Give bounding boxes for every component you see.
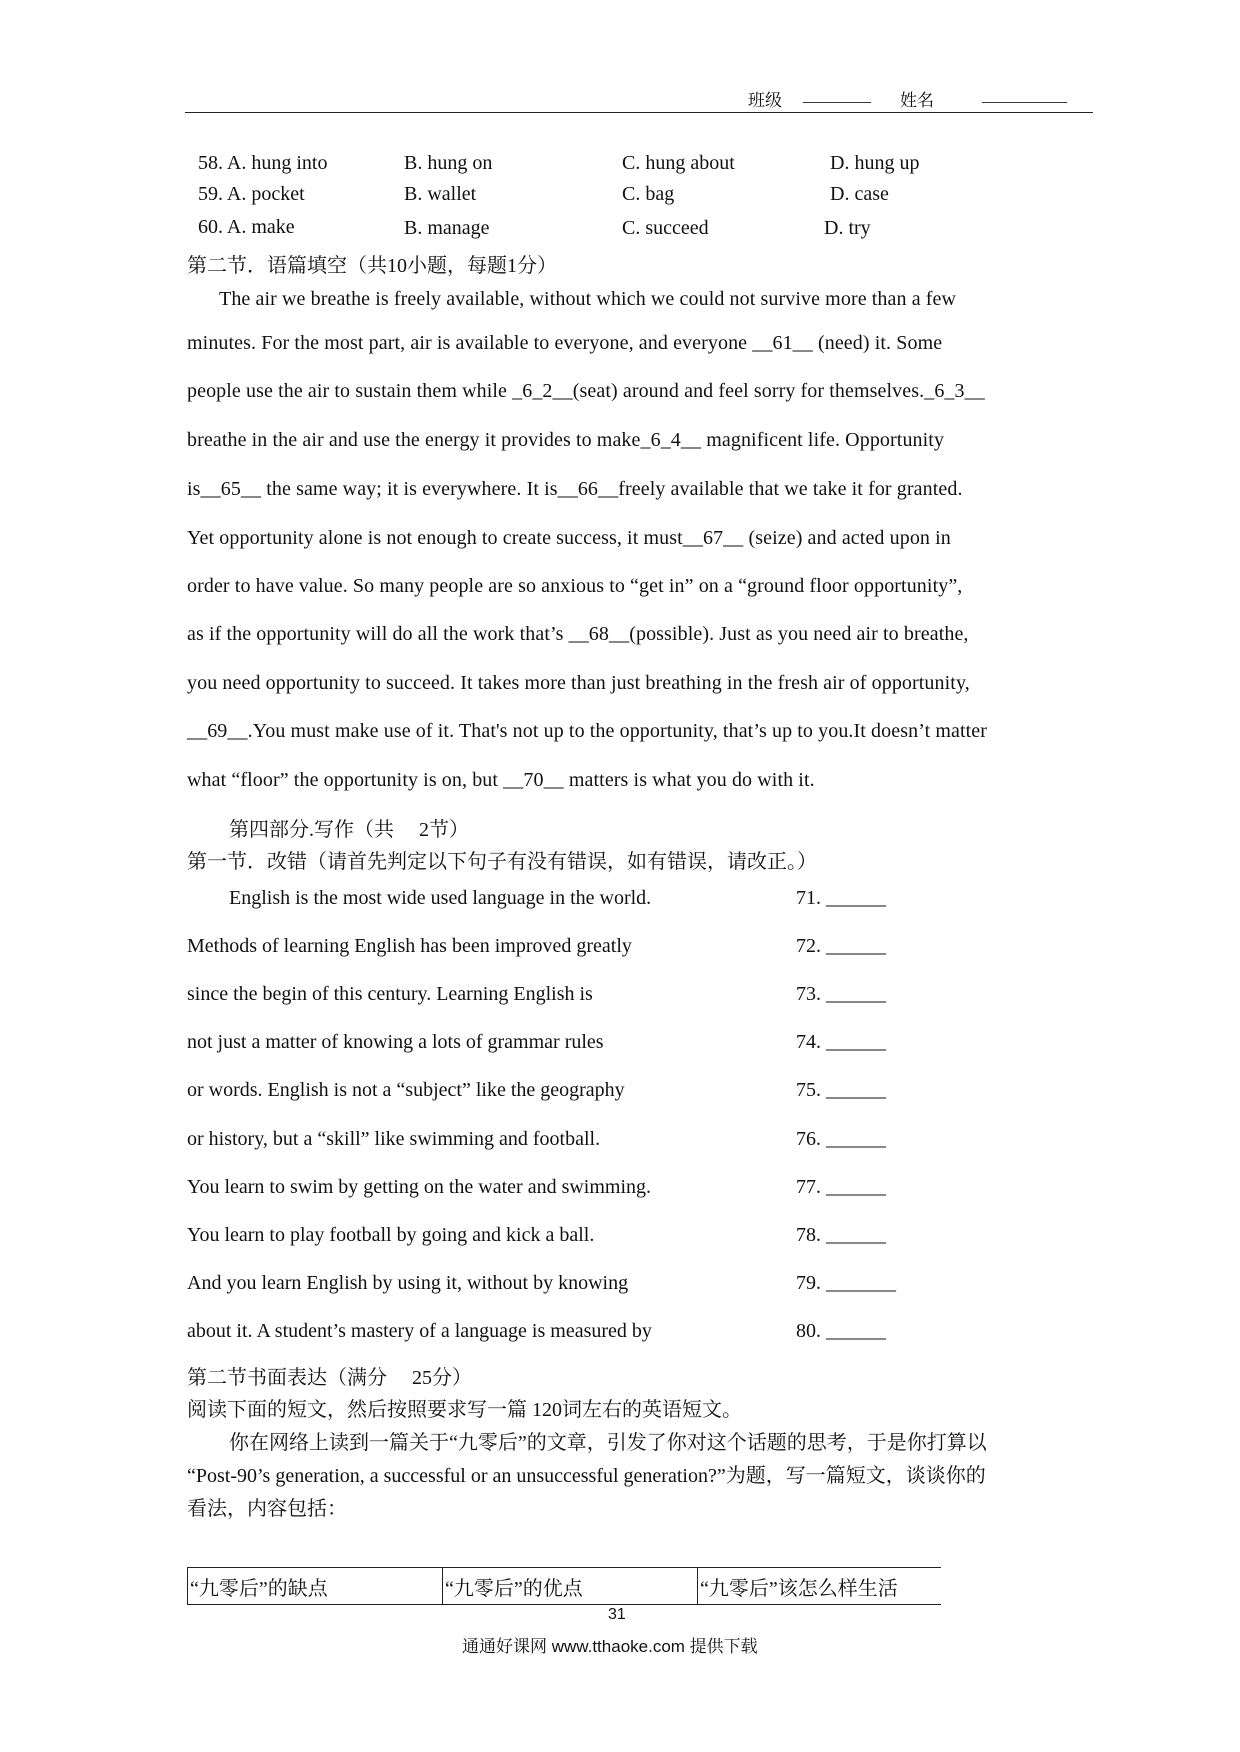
error-number: 74. ______ xyxy=(796,1031,886,1053)
error-number: 71. ______ xyxy=(796,887,886,909)
error-line: not just a matter of knowing a lots of grammar rules xyxy=(187,1031,604,1053)
class-blank: ________ xyxy=(803,86,871,105)
option-60-b: B. manage xyxy=(404,217,490,239)
page-number: 31 xyxy=(608,1606,626,1623)
table-row xyxy=(188,1568,942,1605)
error-line: since the begin of this century. Learning English is xyxy=(187,983,593,1005)
writing-paragraph: 你在网络上读到一篇关于“九零后”的文章，引发了你对这个话题的思考，于是你打算以 xyxy=(229,1432,987,1454)
part4-title: 第四部分.写作（共 2节） xyxy=(229,819,469,841)
header-rule xyxy=(185,112,1093,113)
error-line: You learn to play football by going and kick a ball. xyxy=(187,1224,595,1246)
passage-line: Yet opportunity alone is not enough to create success, it must__67__ (seize) and acted upon in xyxy=(187,527,951,549)
error-line: English is the most wide used language in the world. xyxy=(229,887,652,909)
class-label: 班级 xyxy=(748,91,782,110)
section2-title: 第二节．语篇填空（共10小题，每题1分） xyxy=(187,255,557,277)
error-number: 75. ______ xyxy=(796,1079,886,1101)
error-line: or history, but a “skill” like swimming and football. xyxy=(187,1128,601,1150)
passage-line: what “floor” the opportunity is on, but __70__ matters is what you do with it. xyxy=(187,769,815,791)
error-line: Methods of learning English has been improved greatly xyxy=(187,935,632,957)
footer-text: 通通好课网 www.tthaoke.com 提供下载 xyxy=(462,1637,758,1656)
error-number: 79. _______ xyxy=(796,1272,896,1294)
error-number: 76. ______ xyxy=(796,1128,886,1150)
writing-paragraph: “Post-90’s generation, a successful or an unsuccessful generation?”为题，写一篇短文，谈谈你的 xyxy=(187,1465,986,1487)
passage-line: people use the air to sustain them while _6_2__(seat) around and feel sorry for themselves._6_3__ xyxy=(187,380,985,402)
section1-title: 第一节．改错（请首先判定以下句子有没有错误，如有错误，请改正。） xyxy=(187,851,817,873)
writing-paragraph: 看法，内容包括： xyxy=(187,1498,347,1520)
option-58-a: 58. A. hung into xyxy=(198,152,328,174)
table-cell: “九零后”的优点 xyxy=(443,1568,698,1605)
error-line: And you learn English by using it, without by knowing xyxy=(187,1272,629,1294)
option-58-c: C. hung about xyxy=(622,152,735,174)
passage-line: is__65__ the same way; it is everywhere. It is__66__freely available that we take it for granted. xyxy=(187,478,963,500)
option-59-c: C. bag xyxy=(622,183,675,205)
error-number: 73. ______ xyxy=(796,983,886,1005)
error-line: You learn to swim by getting on the water and swimming. xyxy=(187,1176,652,1198)
section2b-title: 第二节书面表达（满分 25分） xyxy=(187,1367,472,1389)
option-58-b: B. hung on xyxy=(404,152,493,174)
name-label: 姓名 xyxy=(900,91,934,110)
error-number: 78. ______ xyxy=(796,1224,886,1246)
passage-line: minutes. For the most part, air is available to everyone, and everyone __61__ (need) it. Some xyxy=(187,332,943,354)
option-59-a: 59. A. pocket xyxy=(198,183,305,205)
passage-line: as if the opportunity will do all the work that’s __68__(possible). Just as you need air to breathe, xyxy=(187,623,969,645)
content-table xyxy=(187,1567,941,1605)
passage-line: breathe in the air and use the energy it provides to make_6_4__ magnificent life. Opportunity xyxy=(187,429,945,451)
table-cell: “九零后”的缺点 xyxy=(188,1568,443,1605)
passage-line: The air we breathe is freely available, without which we could not survive more than a few xyxy=(219,288,957,310)
option-58-d: D. hung up xyxy=(830,152,920,174)
error-number: 80. ______ xyxy=(796,1320,886,1342)
error-number: 77. ______ xyxy=(796,1176,886,1198)
name-blank: __________ xyxy=(982,86,1067,105)
option-59-b: B. wallet xyxy=(404,183,477,205)
option-60-d: D. try xyxy=(824,217,871,239)
error-line: or words. English is not a “subject” like the geography xyxy=(187,1079,625,1101)
passage-line: __69__.You must make use of it. That's not up to the opportunity, that’s up to you.It doesn’t matter xyxy=(187,720,988,742)
option-60-c: C. succeed xyxy=(622,217,709,239)
error-line: about it. A student’s mastery of a language is measured by xyxy=(187,1320,652,1342)
passage-line: you need opportunity to succeed. It takes more than just breathing in the fresh air of opportunity, xyxy=(187,672,970,694)
option-60-a: 60. A. make xyxy=(198,216,295,238)
error-number: 72. ______ xyxy=(796,935,886,957)
table-cell: “九零后”该怎么样生活 xyxy=(698,1568,942,1605)
option-59-d: D. case xyxy=(830,183,889,205)
writing-instruction: 阅读下面的短文，然后按照要求写一篇 120词左右的英语短文。 xyxy=(187,1399,742,1421)
passage-line: order to have value. So many people are so anxious to “get in” on a “ground floor opportunity”, xyxy=(187,575,963,597)
